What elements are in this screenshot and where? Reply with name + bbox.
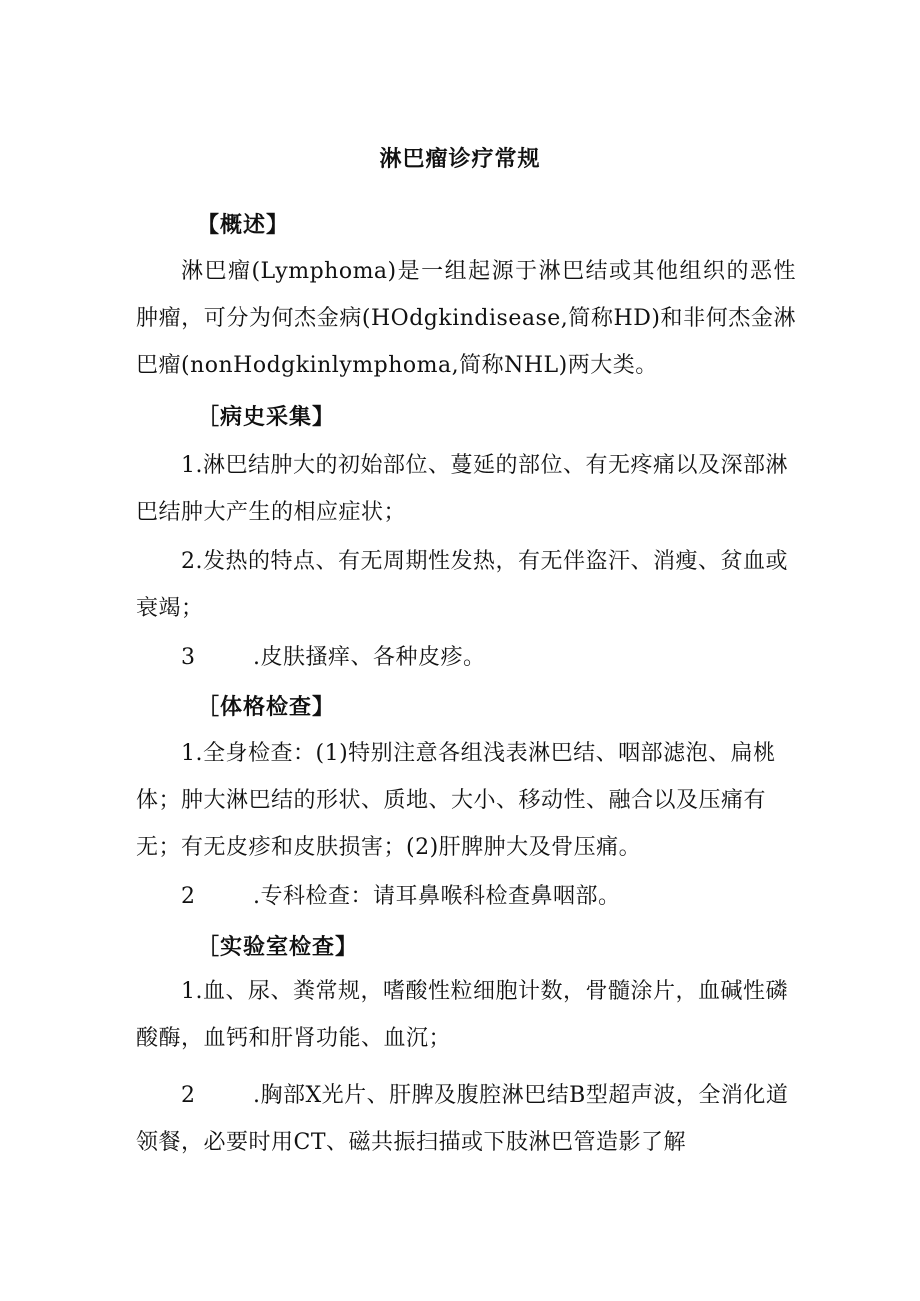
section-heading-overview: 【概述】: [197, 213, 290, 238]
item-number: 2: [181, 884, 196, 909]
physical-item-1: [136, 730, 796, 871]
item-number: 1: [181, 979, 196, 1004]
physical-item-2: [136, 873, 796, 920]
item-text: .淋巴结肿大的初始部位、蔓延的部位、有无疼痛以及深部淋巴结肿大产生的相应症状；: [136, 453, 788, 525]
section-heading-lab: ［实验室检查】: [197, 935, 359, 960]
history-item-2: [136, 538, 796, 632]
item-number: 2: [181, 549, 196, 574]
item-text: .发热的特点、有无周期性发热，有无伴盗汗、消瘦、贫血或衰竭；: [136, 549, 788, 621]
item-number: 1: [181, 741, 196, 766]
item-number: 2: [181, 1083, 196, 1108]
item-text: .皮肤搔痒、各种皮疹。: [253, 645, 486, 670]
section-heading-physical: ［体格检查】: [197, 695, 336, 720]
item-text: .专科检查：请耳鼻喉科检查鼻咽部。: [253, 884, 621, 909]
item-number: 1: [181, 453, 196, 478]
item-text: .全身检查：(1)特别注意各组浅表淋巴结、咽部滤泡、扁桃体；肿大淋巴结的形状、质地、大小、移动性、融合以及压痛有无；有无皮疹和皮肤损害；(2)肝脾肿大及骨压痛。: [136, 741, 776, 860]
section-heading-history: ［病史采集】: [197, 405, 336, 430]
item-number: 3: [181, 645, 196, 670]
overview-paragraph: 淋巴瘤(Lymphoma)是一组起源于淋巴结或其他组织的恶性肿瘤，可分为何杰金病(HOdgkindisease,简称HD)和非何杰金淋巴瘤(nonHodgkinlymphoma,简称NHL)两大类。: [136, 259, 796, 378]
document-title: 淋巴瘤诊疗常规: [379, 147, 541, 172]
item-text: .胸部X光片、肝脾及腹腔淋巴结B型超声波，全消化道领餐，必要时用CT、磁共振扫描或下肢淋巴管造影了解: [136, 1083, 789, 1155]
lab-item-1: [136, 968, 796, 1062]
history-item-3: [136, 634, 796, 681]
lab-item-2: [136, 1072, 796, 1166]
item-text: .血、尿、粪常规，嗜酸性粒细胞计数，骨髓涂片，血碱性磷酸酶，血钙和肝肾功能、血沉；: [136, 979, 788, 1051]
history-item-1: [136, 442, 796, 536]
